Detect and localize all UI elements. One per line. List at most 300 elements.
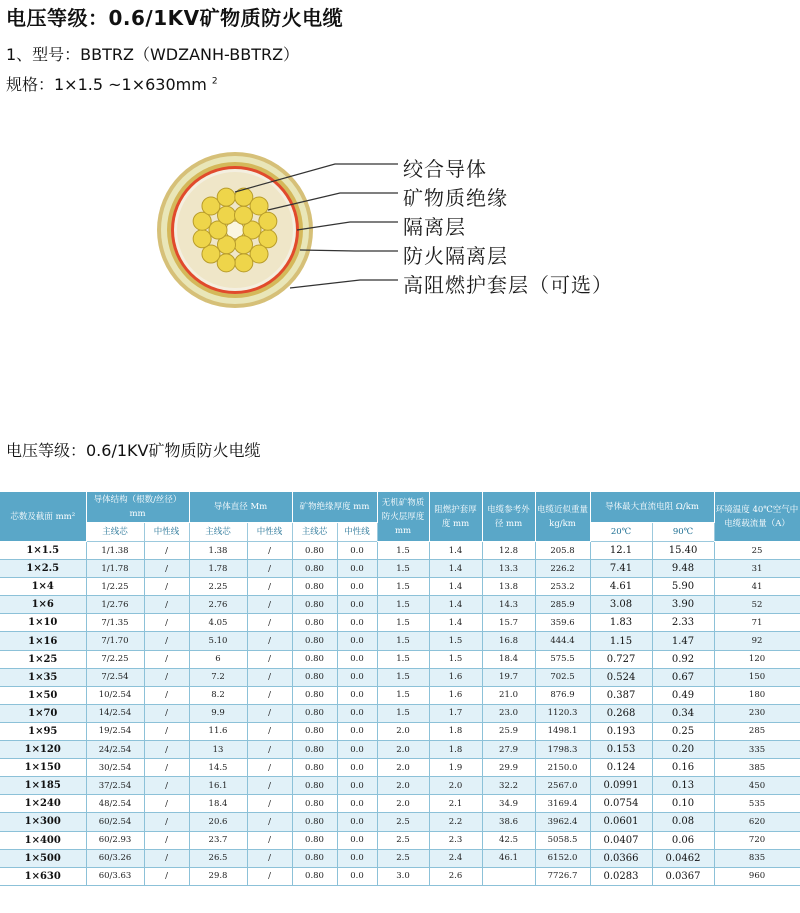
cell-weight: 444.4: [535, 632, 590, 650]
cell-insulation-main: 0.80: [292, 542, 337, 560]
cell-outer-diameter: 12.8: [482, 542, 535, 560]
conductor-strand: [235, 236, 253, 254]
cell-structure-neutral: /: [144, 722, 189, 740]
cell-weight: 7726.7: [535, 867, 590, 885]
cell-resistance-90c: 15.40: [652, 542, 714, 560]
cell-structure-main: 60/2.54: [86, 813, 144, 831]
cell-sheath: 1.5: [429, 650, 482, 668]
table-row: [0, 650, 800, 668]
header-cores-section: 芯数及截面 mm²: [0, 492, 86, 542]
cell-weight: 359.6: [535, 614, 590, 632]
conductor-strand: [235, 254, 253, 272]
cell-fire-layer: 2.5: [377, 831, 429, 849]
conductor-strand: [218, 206, 236, 224]
cell-insulation-main: 0.80: [292, 686, 337, 704]
cell-outer-diameter: 19.7: [482, 668, 535, 686]
cell-outer-diameter: 15.7: [482, 614, 535, 632]
cell-weight: 5058.5: [535, 831, 590, 849]
cell-fire-layer: 1.5: [377, 704, 429, 722]
cell-outer-diameter: 13.3: [482, 560, 535, 578]
cell-diameter-neutral: /: [247, 650, 292, 668]
header-sheath-thickness: 阻燃护套厚度 mm: [429, 492, 482, 542]
page-title: 电压等级：0.6/1KV矿物质防火电缆: [6, 6, 344, 30]
conductor-strand: [217, 188, 235, 206]
cell-structure-neutral: /: [144, 795, 189, 813]
cell-current-capacity: 335: [714, 741, 800, 759]
cell-insulation-main: 0.80: [292, 867, 337, 885]
table-row: [0, 686, 800, 704]
cell-cores-section: 1×300: [0, 813, 86, 831]
cell-cores-section: 1×95: [0, 722, 86, 740]
cell-diameter-main: 26.5: [189, 849, 247, 867]
cell-sheath: 1.7: [429, 704, 482, 722]
cell-insulation-neutral: 0.0: [337, 614, 377, 632]
cell-resistance-20c: 1.83: [590, 614, 652, 632]
cell-fire-layer: 1.5: [377, 614, 429, 632]
cell-cores-section: 1×10: [0, 614, 86, 632]
range-superscript: 2: [211, 76, 218, 87]
cell-current-capacity: 25: [714, 542, 800, 560]
cell-structure-neutral: /: [144, 632, 189, 650]
conductor-strand: [235, 206, 253, 224]
table-row: [0, 741, 800, 759]
cell-current-capacity: 620: [714, 813, 800, 831]
cell-outer-diameter: 21.0: [482, 686, 535, 704]
cell-diameter-main: 5.10: [189, 632, 247, 650]
cell-outer-diameter: 13.8: [482, 578, 535, 596]
cell-resistance-90c: 0.25: [652, 722, 714, 740]
cell-diameter-main: 8.2: [189, 686, 247, 704]
cell-fire-layer: 1.5: [377, 560, 429, 578]
cell-cores-section: 1×500: [0, 849, 86, 867]
cell-sheath: 1.6: [429, 668, 482, 686]
cell-resistance-20c: 0.387: [590, 686, 652, 704]
cell-diameter-neutral: /: [247, 741, 292, 759]
subheader-resistance-20c: 20℃: [590, 523, 652, 542]
cell-diameter-main: 9.9: [189, 704, 247, 722]
cell-insulation-main: 0.80: [292, 759, 337, 777]
cell-insulation-main: 0.80: [292, 777, 337, 795]
table-row: [0, 777, 800, 795]
table-row: [0, 867, 800, 885]
cell-cores-section: 1×185: [0, 777, 86, 795]
cell-cores-section: 1×120: [0, 741, 86, 759]
cell-insulation-main: 0.80: [292, 831, 337, 849]
cell-sheath: 2.0: [429, 777, 482, 795]
cell-insulation-neutral: 0.0: [337, 542, 377, 560]
header-fire-layer-thickness: 无机矿物质防火层厚度 mm: [377, 492, 429, 542]
cell-sheath: 1.4: [429, 578, 482, 596]
leader-flame-retardant-sheath: [290, 280, 398, 288]
spec-table-body: [0, 542, 800, 886]
cell-fire-layer: 2.5: [377, 813, 429, 831]
cell-fire-layer: 2.0: [377, 795, 429, 813]
conductor-strand: [193, 230, 211, 248]
cell-cores-section: 1×150: [0, 759, 86, 777]
cell-resistance-90c: 0.06: [652, 831, 714, 849]
cell-insulation-neutral: 0.0: [337, 813, 377, 831]
cell-diameter-neutral: /: [247, 831, 292, 849]
cell-resistance-20c: 0.0601: [590, 813, 652, 831]
cell-fire-layer: 1.5: [377, 668, 429, 686]
cell-diameter-main: 29.8: [189, 867, 247, 885]
cell-structure-neutral: /: [144, 813, 189, 831]
cell-cores-section: 1×2.5: [0, 560, 86, 578]
cell-outer-diameter: 25.9: [482, 722, 535, 740]
cell-resistance-20c: 7.41: [590, 560, 652, 578]
cell-weight: 575.5: [535, 650, 590, 668]
cell-insulation-main: 0.80: [292, 650, 337, 668]
cell-sheath: 1.4: [429, 614, 482, 632]
cell-weight: 702.5: [535, 668, 590, 686]
cell-structure-main: 37/2.54: [86, 777, 144, 795]
callout-fire-barrier-layer: 防火隔离层: [403, 244, 508, 268]
cell-insulation-neutral: 0.0: [337, 741, 377, 759]
cell-current-capacity: 92: [714, 632, 800, 650]
cell-fire-layer: 1.5: [377, 686, 429, 704]
cell-fire-layer: 1.5: [377, 596, 429, 614]
cell-weight: 3169.4: [535, 795, 590, 813]
cell-insulation-neutral: 0.0: [337, 650, 377, 668]
cell-current-capacity: 720: [714, 831, 800, 849]
cell-structure-main: 24/2.54: [86, 741, 144, 759]
cell-sheath: 1.8: [429, 722, 482, 740]
cell-fire-layer: 1.5: [377, 578, 429, 596]
table-title: 电压等级：0.6/1KV矿物质防火电缆: [6, 441, 261, 460]
cell-cores-section: 1×240: [0, 795, 86, 813]
cell-diameter-neutral: /: [247, 759, 292, 777]
cell-insulation-main: 0.80: [292, 668, 337, 686]
header-conductor-structure: 导体结构（根数/丝径）mm: [86, 492, 189, 523]
cell-insulation-main: 0.80: [292, 596, 337, 614]
cell-insulation-neutral: 0.0: [337, 777, 377, 795]
callout-flame-retardant-sheath: 高阻燃护套层（可选）: [403, 273, 613, 297]
cell-sheath: 1.8: [429, 741, 482, 759]
cell-cores-section: 1×25: [0, 650, 86, 668]
cell-insulation-neutral: 0.0: [337, 668, 377, 686]
cell-structure-main: 1/2.25: [86, 578, 144, 596]
cell-weight: 6152.0: [535, 849, 590, 867]
cell-fire-layer: 2.0: [377, 777, 429, 795]
cell-insulation-main: 0.80: [292, 614, 337, 632]
cell-diameter-neutral: /: [247, 777, 292, 795]
cell-cores-section: 1×35: [0, 668, 86, 686]
cell-diameter-neutral: /: [247, 542, 292, 560]
cell-cores-section: 1×6: [0, 596, 86, 614]
cell-structure-main: 7/2.25: [86, 650, 144, 668]
cell-weight: 2150.0: [535, 759, 590, 777]
subheader-diameter-main: 主线芯: [189, 523, 247, 542]
cell-diameter-main: 11.6: [189, 722, 247, 740]
cell-cores-section: 1×16: [0, 632, 86, 650]
cell-diameter-neutral: /: [247, 632, 292, 650]
cell-diameter-main: 13: [189, 741, 247, 759]
table-row: [0, 704, 800, 722]
cell-current-capacity: 71: [714, 614, 800, 632]
table-row: [0, 795, 800, 813]
cell-current-capacity: 960: [714, 867, 800, 885]
cell-diameter-neutral: /: [247, 867, 292, 885]
cell-resistance-90c: 2.33: [652, 614, 714, 632]
table-row: [0, 542, 800, 560]
table-row: [0, 813, 800, 831]
table-header-row: [0, 492, 800, 523]
cell-outer-diameter: [482, 867, 535, 885]
subheader-insulation-neutral: 中性线: [337, 523, 377, 542]
subheader-structure-main: 主线芯: [86, 523, 144, 542]
cell-diameter-main: 14.5: [189, 759, 247, 777]
cell-resistance-20c: 0.0991: [590, 777, 652, 795]
cell-structure-main: 1/1.38: [86, 542, 144, 560]
header-weight: 电缆近似重量 kg/km: [535, 492, 590, 542]
cell-cores-section: 1×1.5: [0, 542, 86, 560]
cell-insulation-main: 0.80: [292, 722, 337, 740]
cell-resistance-90c: 1.47: [652, 632, 714, 650]
cell-insulation-neutral: 0.0: [337, 831, 377, 849]
cell-outer-diameter: 42.5: [482, 831, 535, 849]
table-row: [0, 831, 800, 849]
cell-current-capacity: 120: [714, 650, 800, 668]
cell-diameter-neutral: /: [247, 614, 292, 632]
subheader-resistance-90c: 90℃: [652, 523, 714, 542]
cell-resistance-90c: 5.90: [652, 578, 714, 596]
cell-sheath: 1.4: [429, 596, 482, 614]
cell-resistance-90c: 0.20: [652, 741, 714, 759]
cell-diameter-main: 16.1: [189, 777, 247, 795]
cell-fire-layer: 2.0: [377, 722, 429, 740]
cell-resistance-20c: 0.0283: [590, 867, 652, 885]
table-row: [0, 560, 800, 578]
cell-structure-main: 30/2.54: [86, 759, 144, 777]
cell-structure-neutral: /: [144, 542, 189, 560]
cell-insulation-main: 0.80: [292, 704, 337, 722]
subheader-structure-neutral: 中性线: [144, 523, 189, 542]
cell-resistance-90c: 0.08: [652, 813, 714, 831]
cell-insulation-neutral: 0.0: [337, 759, 377, 777]
cell-insulation-neutral: 0.0: [337, 704, 377, 722]
cell-current-capacity: 230: [714, 704, 800, 722]
cell-insulation-neutral: 0.0: [337, 795, 377, 813]
cell-sheath: 2.4: [429, 849, 482, 867]
table-row: [0, 632, 800, 650]
cell-weight: 1120.3: [535, 704, 590, 722]
cell-diameter-main: 18.4: [189, 795, 247, 813]
cell-weight: 205.8: [535, 542, 590, 560]
conductor-strands: [193, 188, 277, 272]
cell-fire-layer: 2.0: [377, 741, 429, 759]
cell-sheath: 1.6: [429, 686, 482, 704]
cell-diameter-main: 1.38: [189, 542, 247, 560]
cell-structure-main: 60/3.63: [86, 867, 144, 885]
cell-resistance-90c: 0.16: [652, 759, 714, 777]
cell-fire-layer: 2.5: [377, 849, 429, 867]
cell-insulation-neutral: 0.0: [337, 722, 377, 740]
cell-weight: 3962.4: [535, 813, 590, 831]
cell-insulation-main: 0.80: [292, 578, 337, 596]
cell-resistance-90c: 9.48: [652, 560, 714, 578]
cell-sheath: 1.9: [429, 759, 482, 777]
cell-structure-neutral: /: [144, 777, 189, 795]
cell-diameter-neutral: /: [247, 795, 292, 813]
cell-structure-neutral: /: [144, 849, 189, 867]
cell-resistance-20c: 0.0366: [590, 849, 652, 867]
cell-resistance-20c: 0.268: [590, 704, 652, 722]
cell-sheath: 1.5: [429, 632, 482, 650]
cell-diameter-neutral: /: [247, 668, 292, 686]
cell-cores-section: 1×50: [0, 686, 86, 704]
range-text: 规格：1×1.5 ~1×630mm: [6, 75, 207, 94]
cell-resistance-20c: 4.61: [590, 578, 652, 596]
cell-weight: 285.9: [535, 596, 590, 614]
cell-resistance-90c: 0.34: [652, 704, 714, 722]
cell-diameter-main: 7.2: [189, 668, 247, 686]
cell-insulation-neutral: 0.0: [337, 578, 377, 596]
cell-resistance-20c: 3.08: [590, 596, 652, 614]
cell-sheath: 2.3: [429, 831, 482, 849]
leader-fire-barrier-layer: [300, 250, 398, 251]
conductor-strand: [259, 212, 277, 230]
cell-structure-main: 1/2.76: [86, 596, 144, 614]
cell-diameter-neutral: /: [247, 596, 292, 614]
cell-structure-neutral: /: [144, 759, 189, 777]
cell-insulation-main: 0.80: [292, 795, 337, 813]
cell-cores-section: 1×630: [0, 867, 86, 885]
cell-structure-neutral: /: [144, 596, 189, 614]
cell-weight: 2567.0: [535, 777, 590, 795]
cell-diameter-neutral: /: [247, 578, 292, 596]
cell-structure-main: 14/2.54: [86, 704, 144, 722]
table-row: [0, 849, 800, 867]
cell-fire-layer: 1.5: [377, 542, 429, 560]
cell-structure-neutral: /: [144, 831, 189, 849]
cell-current-capacity: 285: [714, 722, 800, 740]
cell-outer-diameter: 16.8: [482, 632, 535, 650]
cell-resistance-90c: 0.67: [652, 668, 714, 686]
cell-outer-diameter: 14.3: [482, 596, 535, 614]
cell-structure-main: 60/3.26: [86, 849, 144, 867]
cell-structure-main: 7/1.70: [86, 632, 144, 650]
cell-fire-layer: 2.0: [377, 759, 429, 777]
cell-cores-section: 1×4: [0, 578, 86, 596]
cell-resistance-20c: 1.15: [590, 632, 652, 650]
header-outer-diameter: 电缆参考外径 mm: [482, 492, 535, 542]
cell-structure-main: 10/2.54: [86, 686, 144, 704]
cell-structure-neutral: /: [144, 686, 189, 704]
header-conductor-diameter: 导体直径 Mm: [189, 492, 292, 523]
cell-diameter-main: 2.76: [189, 596, 247, 614]
spec-table: [0, 492, 800, 886]
cell-resistance-90c: 0.0367: [652, 867, 714, 885]
cell-cores-section: 1×70: [0, 704, 86, 722]
cell-current-capacity: 180: [714, 686, 800, 704]
table-row: [0, 596, 800, 614]
spec-table-container: [0, 492, 800, 886]
cell-weight: 253.2: [535, 578, 590, 596]
cell-resistance-90c: 0.13: [652, 777, 714, 795]
cell-current-capacity: 41: [714, 578, 800, 596]
cell-diameter-main: 4.05: [189, 614, 247, 632]
cell-sheath: 2.1: [429, 795, 482, 813]
callout-stranded-conductor: 绞合导体: [403, 157, 487, 181]
cell-diameter-main: 23.7: [189, 831, 247, 849]
cell-structure-neutral: /: [144, 704, 189, 722]
cell-sheath: 1.4: [429, 542, 482, 560]
range-line: [6, 72, 218, 95]
callout-isolation-layer: 隔离层: [403, 215, 466, 239]
cell-resistance-90c: 0.49: [652, 686, 714, 704]
header-insulation-thickness: 矿物绝缘厚度 mm: [292, 492, 377, 523]
cell-resistance-20c: 0.0407: [590, 831, 652, 849]
cell-outer-diameter: 23.0: [482, 704, 535, 722]
subheader-diameter-neutral: 中性线: [247, 523, 292, 542]
cell-structure-neutral: /: [144, 668, 189, 686]
cell-resistance-20c: 0.193: [590, 722, 652, 740]
cell-structure-neutral: /: [144, 867, 189, 885]
cell-structure-neutral: /: [144, 650, 189, 668]
cell-resistance-20c: 0.124: [590, 759, 652, 777]
cell-resistance-20c: 12.1: [590, 542, 652, 560]
cell-diameter-main: 1.78: [189, 560, 247, 578]
cell-structure-main: 7/1.35: [86, 614, 144, 632]
cell-resistance-20c: 0.0754: [590, 795, 652, 813]
cell-insulation-neutral: 0.0: [337, 560, 377, 578]
table-row: [0, 614, 800, 632]
cell-outer-diameter: 29.9: [482, 759, 535, 777]
cell-diameter-main: 20.6: [189, 813, 247, 831]
cell-insulation-main: 0.80: [292, 632, 337, 650]
cell-outer-diameter: 34.9: [482, 795, 535, 813]
cell-insulation-main: 0.80: [292, 813, 337, 831]
table-row: [0, 668, 800, 686]
cell-outer-diameter: 32.2: [482, 777, 535, 795]
table-row: [0, 722, 800, 740]
cell-current-capacity: 150: [714, 668, 800, 686]
cell-weight: 1498.1: [535, 722, 590, 740]
cell-diameter-main: 6: [189, 650, 247, 668]
cell-sheath: 2.6: [429, 867, 482, 885]
header-dc-resistance: 导体最大直流电阻 Ω/km: [590, 492, 714, 523]
cell-structure-neutral: /: [144, 741, 189, 759]
cell-structure-main: 7/2.54: [86, 668, 144, 686]
cell-insulation-main: 0.80: [292, 560, 337, 578]
cell-weight: 1798.3: [535, 741, 590, 759]
cell-resistance-90c: 0.0462: [652, 849, 714, 867]
table-row: [0, 578, 800, 596]
cell-insulation-main: 0.80: [292, 741, 337, 759]
cell-current-capacity: 835: [714, 849, 800, 867]
cell-fire-layer: 3.0: [377, 867, 429, 885]
cell-current-capacity: 385: [714, 759, 800, 777]
cell-resistance-90c: 3.90: [652, 596, 714, 614]
cell-current-capacity: 535: [714, 795, 800, 813]
cell-diameter-neutral: /: [247, 686, 292, 704]
cell-sheath: 2.2: [429, 813, 482, 831]
cell-current-capacity: 450: [714, 777, 800, 795]
cell-insulation-neutral: 0.0: [337, 867, 377, 885]
cell-current-capacity: 52: [714, 596, 800, 614]
cell-resistance-20c: 0.524: [590, 668, 652, 686]
header-current-capacity: 环境温度 40℃空气中电缆载流量（A）: [714, 492, 800, 542]
cell-insulation-neutral: 0.0: [337, 596, 377, 614]
cell-insulation-neutral: 0.0: [337, 686, 377, 704]
cell-outer-diameter: 46.1: [482, 849, 535, 867]
cell-structure-main: 1/1.78: [86, 560, 144, 578]
cell-structure-main: 60/2.93: [86, 831, 144, 849]
cell-diameter-neutral: /: [247, 560, 292, 578]
cell-insulation-neutral: 0.0: [337, 632, 377, 650]
cell-diameter-neutral: /: [247, 722, 292, 740]
cell-fire-layer: 1.5: [377, 632, 429, 650]
